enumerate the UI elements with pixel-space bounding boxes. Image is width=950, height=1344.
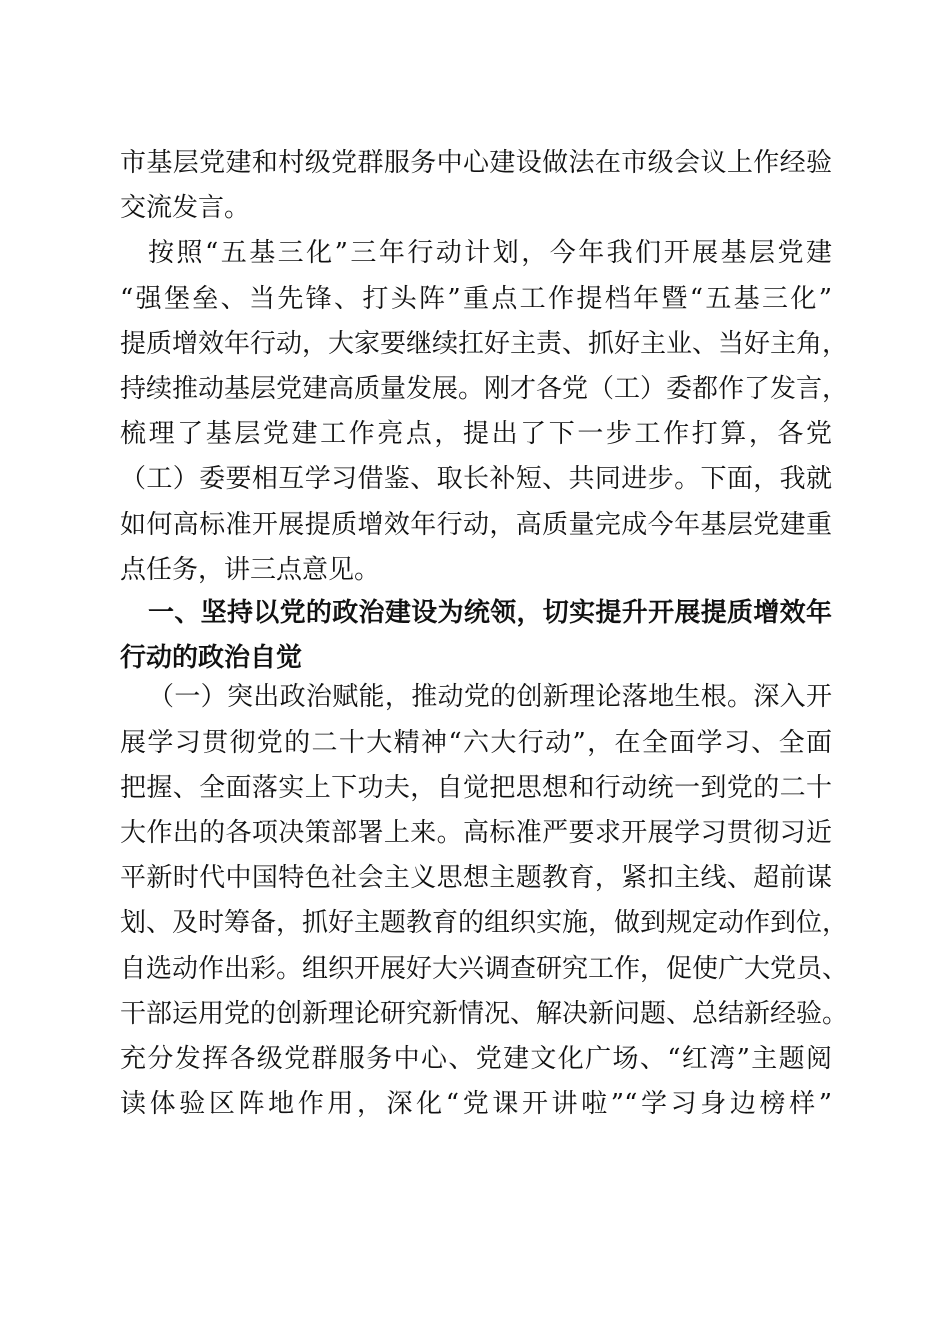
paragraph-line: 交流发言。 bbox=[120, 193, 251, 224]
paragraph-line: 划、及时筹备，抓好主题教育的组织实施，做到规定动作到位， bbox=[120, 908, 849, 939]
paragraph-line: 读体验区阵地作用，深化“党课开讲啦”“学习身边榜样” bbox=[120, 1089, 832, 1120]
paragraph-line: 自选动作出彩。组织开展好大兴调查研究工作，促使广大党员、 bbox=[120, 953, 849, 984]
paragraph-line: 展学习贯彻党的二十大精神“六大行动”，在全面学习、全面 bbox=[120, 727, 832, 758]
paragraph-line: 按照“五基三化”三年行动计划，今年我们开展基层党建 bbox=[148, 238, 832, 269]
section-heading-line: 行动的政治自觉 bbox=[120, 643, 303, 674]
paragraph-line: 大作出的各项决策部署上来。高标准严要求开展学习贯彻习近 bbox=[120, 818, 832, 848]
section-heading-line: 一、坚持以党的政治建设为统领，切实提升开展提质增效年 bbox=[148, 598, 832, 628]
paragraph-line: “强堡垒、当先锋、打头阵”重点工作提档年暨“五基三化” bbox=[120, 283, 832, 314]
paragraph-line: 把握、全面落实上下功夫，自觉把思想和行动统一到党的二十 bbox=[120, 772, 832, 803]
paragraph-line: 市基层党建和村级党群服务中心建设做法在市级会议上作经验 bbox=[120, 148, 832, 178]
paragraph-line: 提质增效年行动，大家要继续扛好主责、抓好主业、当好主角， bbox=[120, 328, 849, 359]
paragraph-line: 干部运用党的创新理论研究新情况、解决新问题、总结新经验。 bbox=[120, 998, 849, 1029]
paragraph-line: 点任务，讲三点意见。 bbox=[120, 554, 381, 585]
paragraph-line: 持续推动基层党建高质量发展。刚才各党（工）委都作了发言， bbox=[120, 374, 849, 404]
paragraph-line: 如何高标准开展提质增效年行动，高质量完成今年基层党建重 bbox=[120, 509, 832, 540]
paragraph-line: （一）突出政治赋能，推动党的创新理论落地生根。深入开 bbox=[148, 682, 832, 713]
paragraph-line: 梳理了基层党建工作亮点，提出了下一步工作打算，各党 bbox=[120, 419, 832, 450]
paragraph-line: （工）委要相互学习借鉴、取长补短、共同进步。下面，我就 bbox=[120, 464, 832, 495]
paragraph-line: 充分发挥各级党群服务中心、党建文化广场、“红湾”主题阅 bbox=[120, 1044, 832, 1074]
paragraph-line: 平新时代中国特色社会主义思想主题教育，紧扣主线、超前谋 bbox=[120, 863, 832, 894]
